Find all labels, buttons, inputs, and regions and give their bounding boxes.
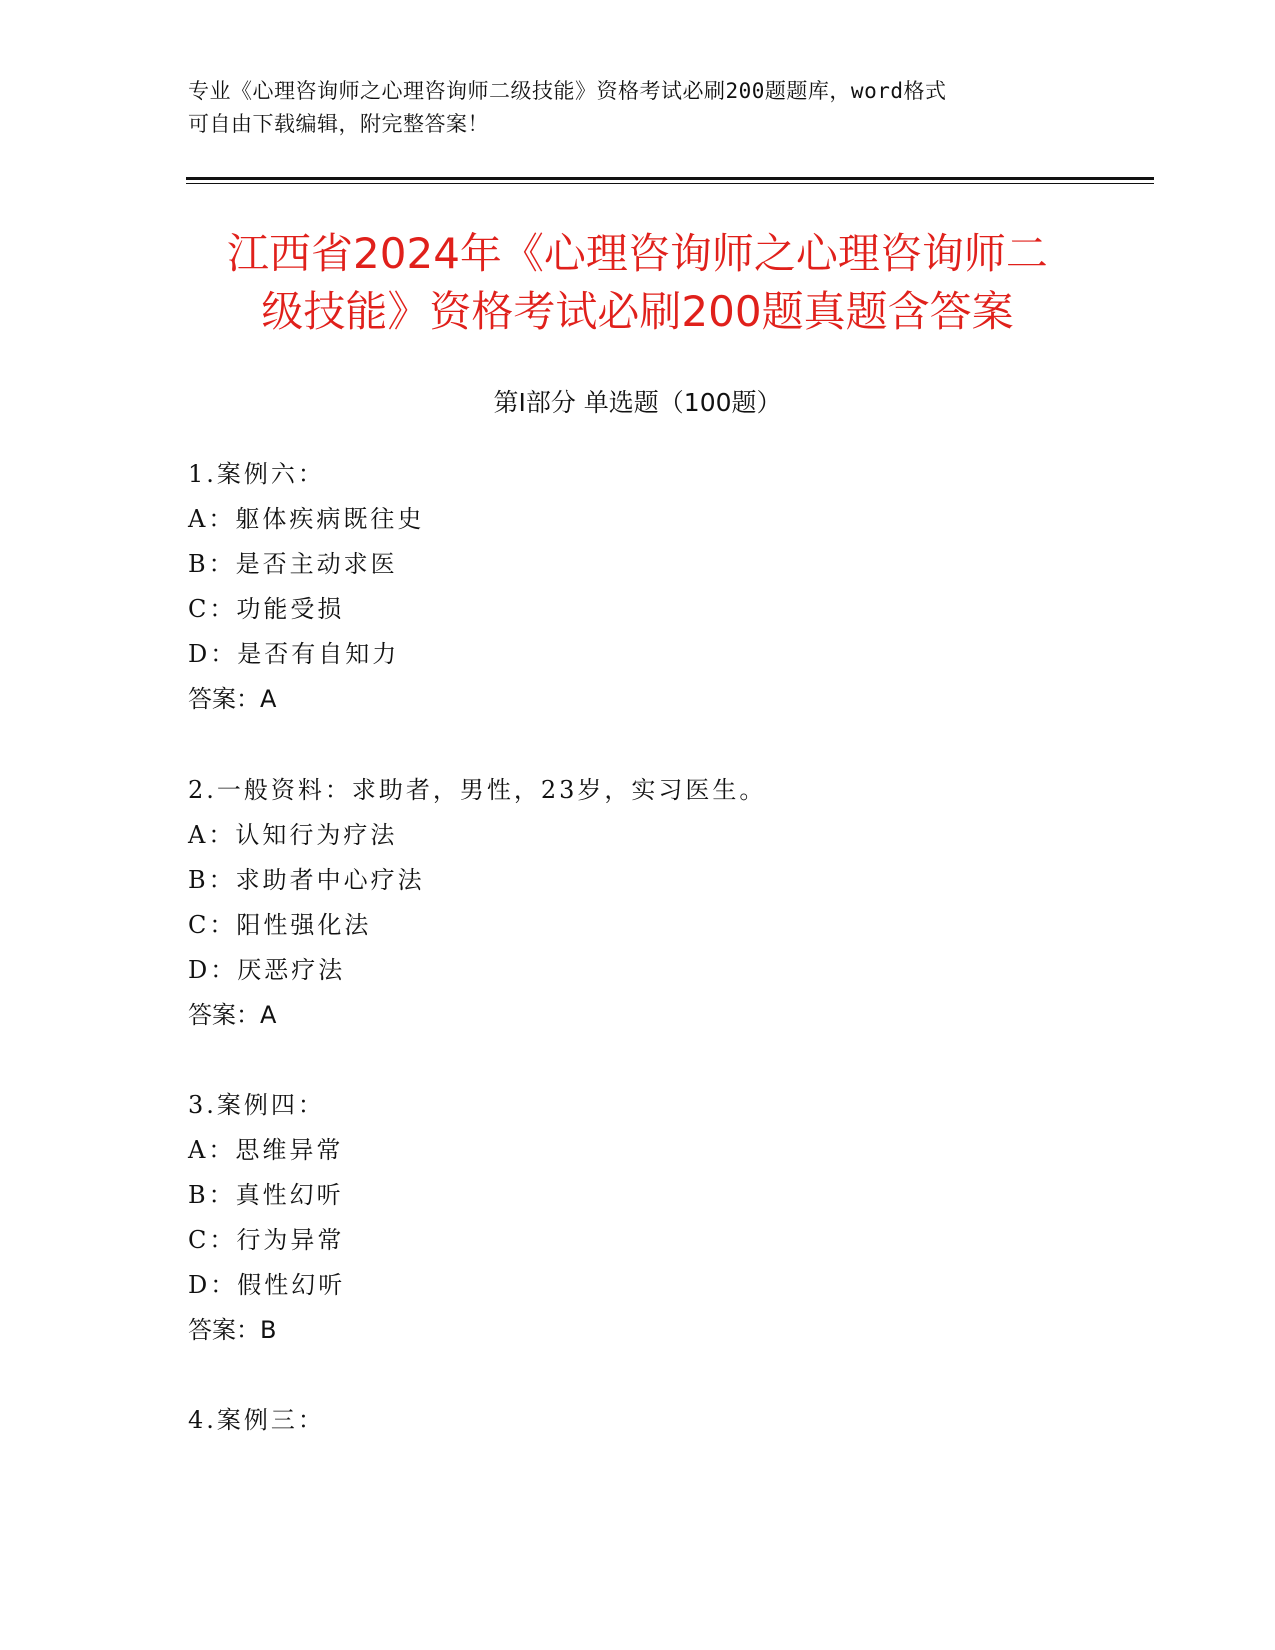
title-line-1: 江西省2024年《心理咨询师之心理咨询师二 [227, 229, 1048, 278]
header-divider-thick [186, 177, 1154, 180]
answer: 答案：A [188, 1001, 277, 1029]
option-c: C：功能受损 [188, 595, 345, 623]
question-3 [188, 1083, 1088, 1353]
option-b: B：求助者中心疗法 [188, 866, 425, 894]
header-divider-thin [186, 183, 1154, 184]
option-d: D：厌恶疗法 [188, 956, 346, 984]
question-stem: 3.案例四： [188, 1091, 325, 1119]
option-c: C：阳性强化法 [188, 911, 372, 939]
question-4 [188, 1398, 1088, 1443]
option-c: C：行为异常 [188, 1226, 345, 1254]
question-2 [188, 768, 1088, 1038]
document-intro [188, 75, 1088, 141]
option-a: A：躯体疾病既往史 [188, 505, 425, 533]
answer: 答案：B [188, 1316, 277, 1344]
question-stem: 1.案例六： [188, 460, 325, 488]
question-1 [188, 452, 1088, 722]
question-stem: 4.案例三： [188, 1406, 325, 1434]
option-b: B：是否主动求医 [188, 550, 398, 578]
option-a: A：思维异常 [188, 1136, 344, 1164]
section-heading: 第I部分 单选题（100题） [493, 388, 782, 417]
intro-line-1: 专业《心理咨询师之心理咨询师二级技能》资格考试必刷200题题库，word格式 [188, 79, 947, 103]
title-line-2: 级技能》资格考试必刷200题真题含答案 [261, 287, 1014, 336]
option-d: D：是否有自知力 [188, 640, 400, 668]
intro-line-2: 可自由下载编辑，附完整答案！ [188, 112, 489, 136]
option-a: A：认知行为疗法 [188, 821, 398, 849]
option-d: D：假性幻听 [188, 1271, 346, 1299]
document-title [150, 225, 1125, 341]
option-b: B：真性幻听 [188, 1181, 344, 1209]
question-stem: 2.一般资料：求助者，男性，23岁，实习医生。 [188, 776, 767, 804]
answer: 答案：A [188, 685, 277, 713]
